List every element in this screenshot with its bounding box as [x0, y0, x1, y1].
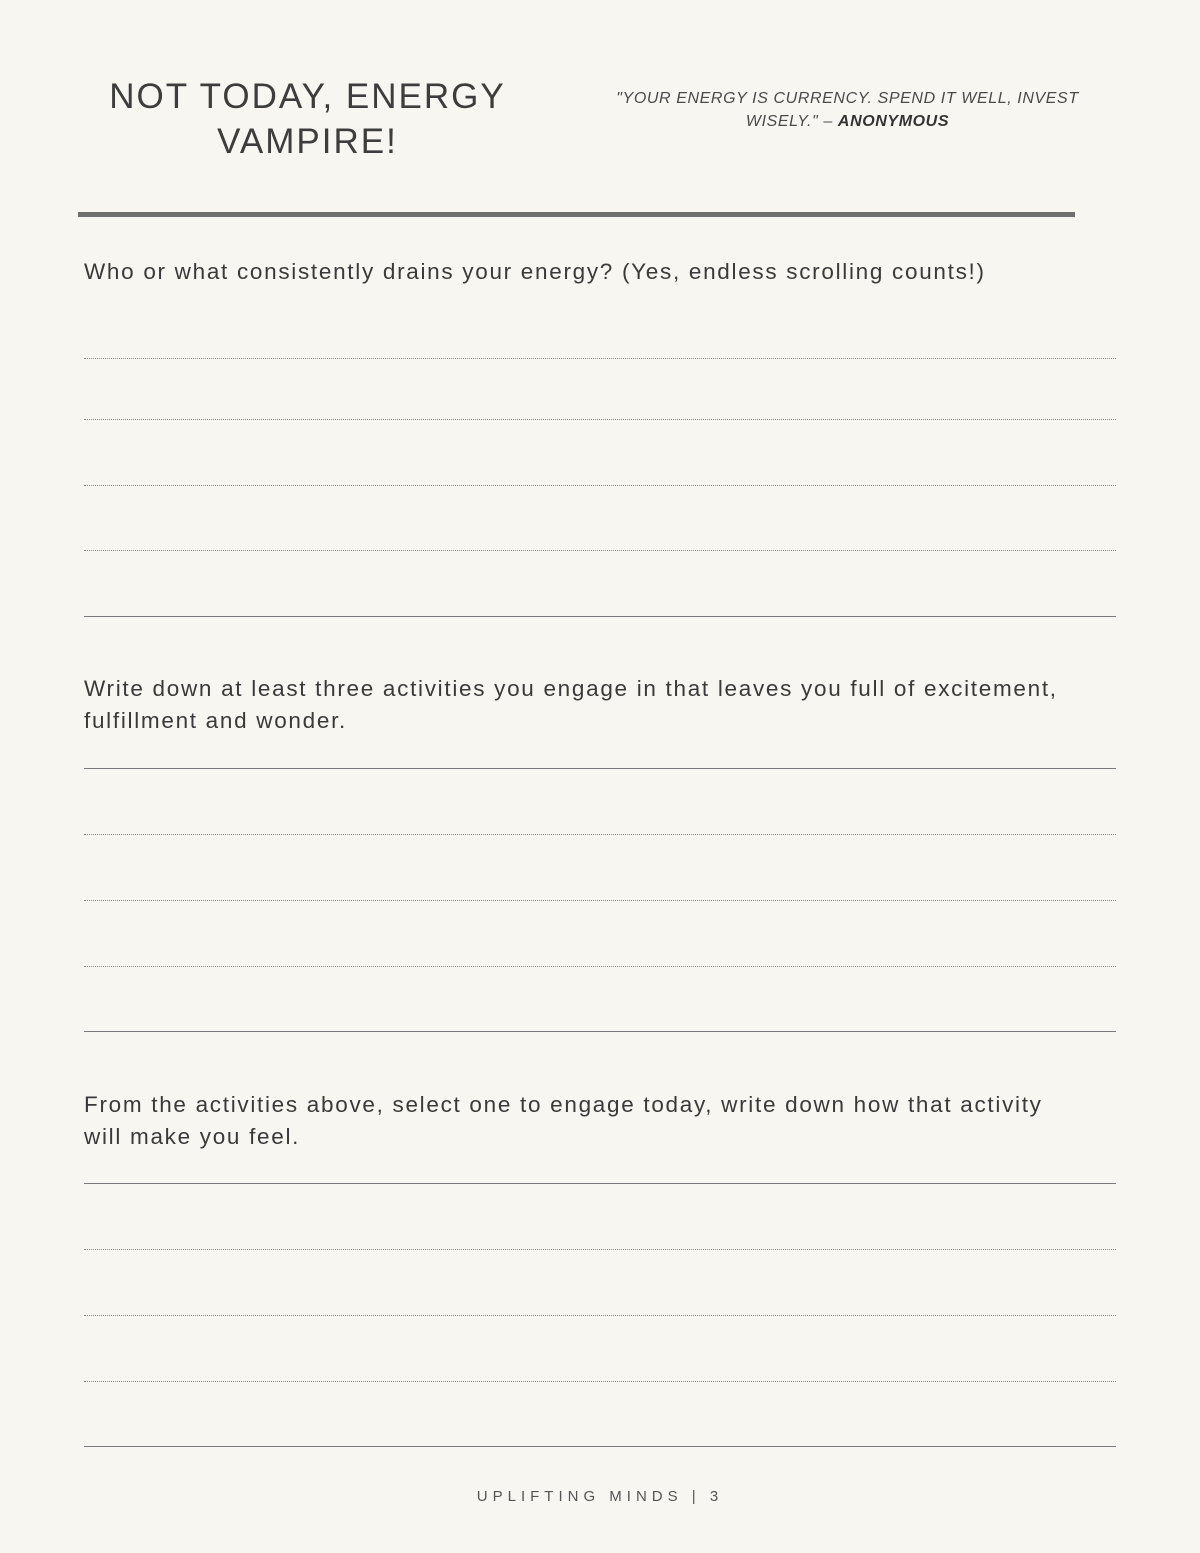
answer-line[interactable] — [84, 1381, 1116, 1382]
quote-author: ANONYMOUS — [837, 113, 950, 130]
answer-line[interactable] — [84, 485, 1116, 486]
answer-line[interactable] — [84, 1315, 1116, 1316]
answer-line[interactable] — [84, 966, 1116, 967]
question-2: Write down at least three activities you engage in that leaves you full of excitement, fulfillment and wonder. — [84, 676, 1058, 733]
answer-line[interactable] — [84, 834, 1116, 835]
question-3: From the activities above, select one to engage today, write down how that activity will make you feel. — [84, 1092, 1043, 1149]
answer-line[interactable] — [84, 358, 1116, 359]
section-divider — [84, 1446, 1116, 1447]
answer-line[interactable] — [84, 550, 1116, 551]
answer-line[interactable] — [84, 1249, 1116, 1250]
header-divider — [78, 212, 1075, 217]
title-line-1: NOT TODAY, ENERGY — [109, 77, 506, 116]
quote-text: "YOUR ENERGY IS CURRENCY. SPEND IT WELL, INVEST WISELY." – — [616, 90, 1079, 130]
page-title — [85, 74, 530, 164]
answer-line[interactable] — [84, 1183, 1116, 1184]
answer-line[interactable] — [84, 900, 1116, 901]
title-line-2: VAMPIRE! — [217, 122, 398, 161]
answer-line[interactable] — [84, 768, 1116, 769]
quote — [590, 87, 1105, 133]
section-divider — [84, 1031, 1116, 1032]
answer-line[interactable] — [84, 419, 1116, 420]
section-divider — [84, 616, 1116, 617]
page-footer: UPLIFTING MINDS | 3 — [476, 1488, 724, 1505]
question-1: Who or what consistently drains your energy? (Yes, endless scrolling counts!) — [84, 259, 986, 284]
